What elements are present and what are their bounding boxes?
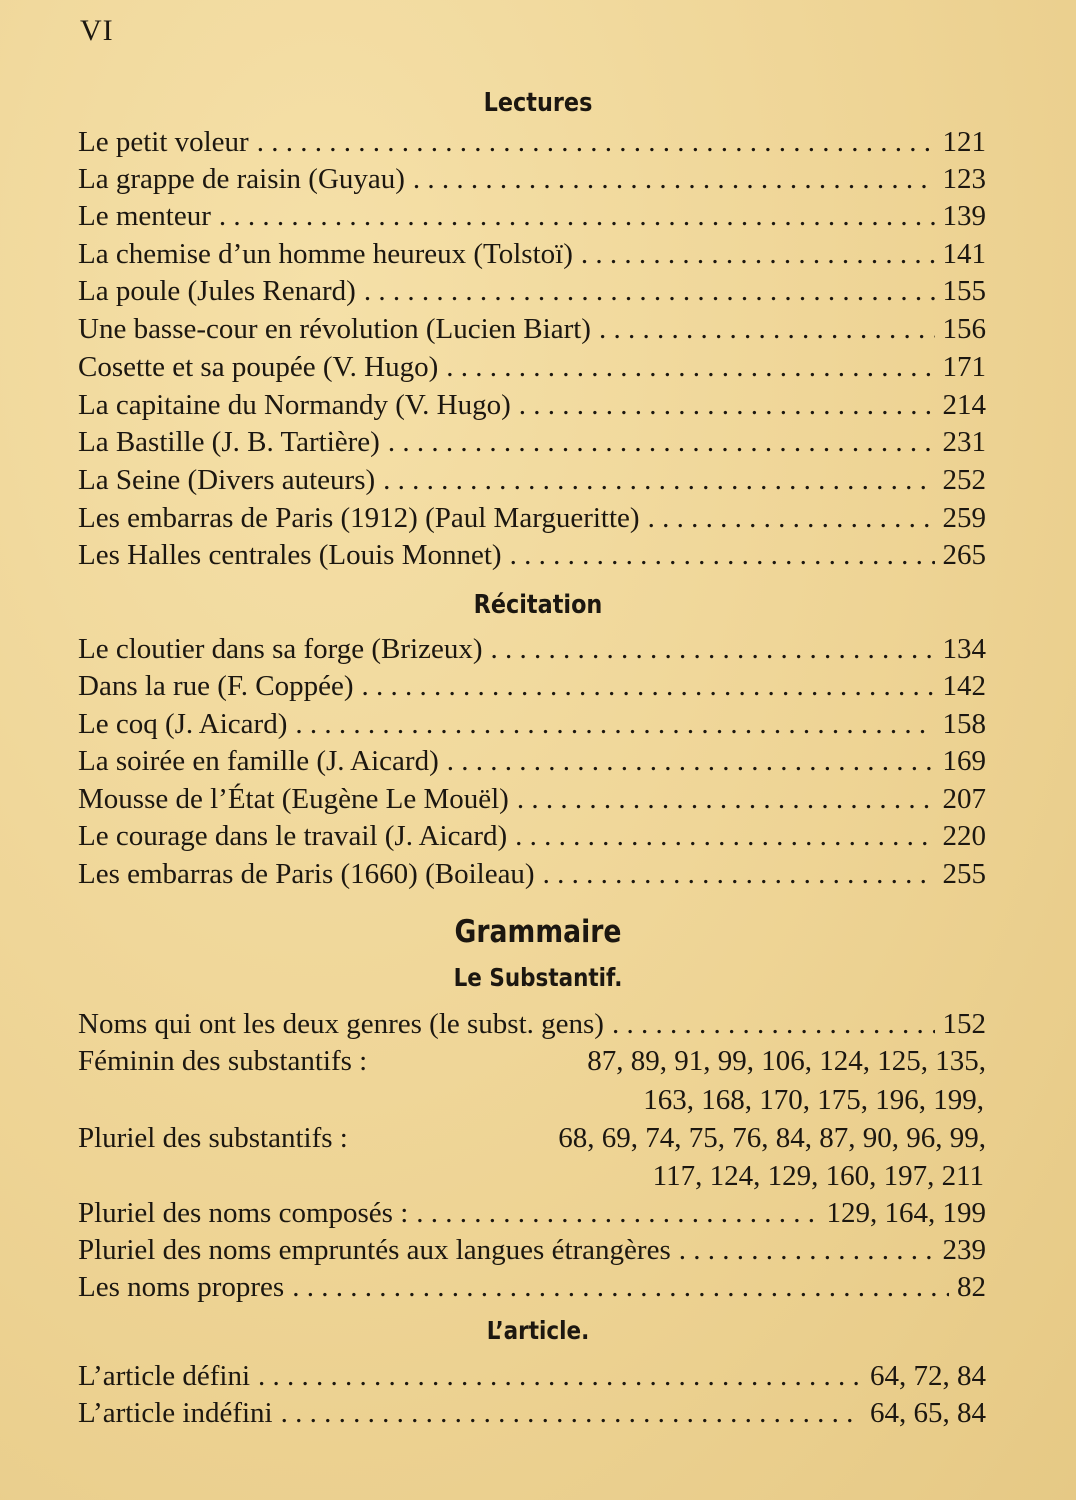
entry-page: 214 [942, 389, 986, 421]
page-number: VI [80, 14, 114, 47]
section-title-grammaire: Grammaire [454, 914, 622, 950]
dot-leader [515, 818, 934, 854]
toc-entry [78, 236, 986, 272]
dot-leader [519, 387, 935, 423]
dot-leader [679, 1232, 935, 1268]
entry-page-continuation: 117, 124, 129, 160, 197, 211 [652, 1160, 984, 1192]
entry-page: 207 [942, 783, 986, 815]
entry-label: La grappe de raisin (Guyau) [78, 163, 405, 195]
dot-leader [447, 743, 935, 779]
section-title-recitation: Récitation [473, 590, 603, 620]
entry-label: Le coq (J. Aicard) [78, 708, 288, 740]
entry-page: 142 [942, 670, 986, 702]
dot-leader [258, 1358, 862, 1394]
dot-leader [612, 1006, 935, 1042]
entry-label: L’article indéfini [78, 1397, 273, 1429]
entry-page-continuation: 163, 168, 170, 175, 196, 199, [643, 1084, 984, 1116]
toc-entry [78, 1232, 986, 1268]
toc-entry [78, 462, 986, 498]
entry-label: Le menteur [78, 200, 211, 232]
dot-leader [648, 500, 935, 536]
entry-page: 68, 69, 74, 75, 76, 84, 87, 90, 96, 99, [558, 1122, 986, 1154]
entry-page: 152 [942, 1008, 986, 1040]
toc-entry [78, 349, 986, 385]
toc-entry [78, 743, 986, 779]
dot-leader [510, 537, 935, 573]
entry-label: Les embarras de Paris (1912) (Paul Margueritte) [78, 502, 640, 534]
dot-leader [292, 1269, 949, 1305]
toc-entry [78, 668, 986, 704]
entry-label: La chemise d’un homme heureux (Tolstoï) [78, 238, 573, 270]
entry-page: 129, 164, 199 [826, 1197, 986, 1229]
entry-page: 156 [942, 313, 986, 345]
entry-label: Les embarras de Paris (1660) (Boileau) [78, 858, 535, 890]
entry-label: Une basse-cour en révolution (Lucien Biart) [78, 313, 591, 345]
toc-entry [78, 311, 986, 347]
dot-leader [219, 198, 935, 234]
entry-page: 87, 89, 91, 99, 106, 124, 125, 135, [587, 1045, 986, 1077]
entry-label: Dans la rue (F. Coppée) [78, 670, 354, 702]
entry-page: 255 [942, 858, 986, 890]
dot-leader [416, 1195, 818, 1231]
toc-entry [78, 1043, 986, 1079]
entry-label: Cosette et sa poupée (V. Hugo) [78, 351, 439, 383]
entry-page: 141 [942, 238, 986, 270]
dot-leader [599, 311, 935, 347]
entry-page: 158 [942, 708, 986, 740]
entry-page: 252 [942, 464, 986, 496]
entry-page: 155 [942, 275, 986, 307]
toc-entry [78, 781, 986, 817]
dot-leader [581, 236, 935, 272]
entry-label: Les noms propres [78, 1271, 285, 1303]
entry-label: La Bastille (J. B. Tartière) [78, 426, 380, 458]
entry-label: Le petit voleur [78, 126, 249, 158]
entry-page: 169 [942, 745, 986, 777]
toc-entry [78, 1358, 986, 1394]
entry-label: La Seine (Divers auteurs) [78, 464, 376, 496]
dot-leader [446, 349, 934, 385]
dot-leader [383, 462, 934, 498]
dot-leader [364, 273, 935, 309]
entry-page: 239 [942, 1234, 986, 1266]
toc-entry [78, 500, 986, 536]
entry-label: Pluriel des noms composés : [78, 1197, 409, 1229]
entry-page: 139 [942, 200, 986, 232]
dot-leader [543, 856, 935, 892]
toc-entry [78, 856, 986, 892]
entry-page: 259 [942, 502, 986, 534]
toc-entry [78, 631, 986, 667]
entry-page: 265 [942, 539, 986, 571]
toc-entry [78, 1120, 986, 1156]
subsection-title-article: L’article. [486, 1316, 590, 1345]
entry-page: 231 [942, 426, 986, 458]
dot-leader [362, 668, 935, 704]
toc-entry [78, 387, 986, 423]
entry-page: 123 [942, 163, 986, 195]
entry-label: Le courage dans le travail (J. Aicard) [78, 820, 508, 852]
entry-label: Mousse de l’État (Eugène Le Mouël) [78, 783, 509, 815]
dot-leader [281, 1395, 862, 1431]
dot-leader [257, 124, 935, 160]
entry-page: 220 [942, 820, 986, 852]
entry-page: 82 [957, 1271, 986, 1303]
toc-entry [78, 273, 986, 309]
toc-entry [78, 706, 986, 742]
entry-page: 121 [942, 126, 986, 158]
entry-page: 64, 72, 84 [870, 1360, 986, 1392]
entry-page: 64, 65, 84 [870, 1397, 986, 1429]
entry-page: 171 [942, 351, 986, 383]
dot-leader [517, 781, 935, 817]
entry-label: Féminin des substantifs : [78, 1045, 368, 1077]
toc-entry [78, 537, 986, 573]
toc-entry [78, 1006, 986, 1042]
entry-page: 134 [942, 633, 986, 665]
toc-entry [78, 1269, 986, 1305]
entry-label: La poule (Jules Renard) [78, 275, 356, 307]
toc-entry [78, 198, 986, 234]
entry-label: La capitaine du Normandy (V. Hugo) [78, 389, 511, 421]
subsection-title-substantif: Le Substantif. [453, 963, 623, 992]
toc-entry [78, 424, 986, 460]
toc-entry [78, 124, 986, 160]
dot-leader [295, 706, 934, 742]
entry-label: Le cloutier dans sa forge (Brizeux) [78, 633, 483, 665]
dot-leader [413, 161, 935, 197]
toc-entry [78, 1195, 986, 1231]
dot-leader [388, 424, 935, 460]
entry-label: Les Halles centrales (Louis Monnet) [78, 539, 502, 571]
entry-label: Pluriel des noms empruntés aux langues étrangères [78, 1234, 671, 1266]
entry-label: L’article défini [78, 1360, 251, 1392]
entry-label: Noms qui ont les deux genres (le subst. gens) [78, 1008, 604, 1040]
dot-leader [491, 631, 935, 667]
entry-label: Pluriel des substantifs : [78, 1122, 348, 1154]
section-title-lectures: Lectures [483, 88, 593, 118]
entry-label: La soirée en famille (J. Aicard) [78, 745, 439, 777]
toc-entry [78, 818, 986, 854]
toc-entry [78, 1395, 986, 1431]
toc-entry [78, 161, 986, 197]
